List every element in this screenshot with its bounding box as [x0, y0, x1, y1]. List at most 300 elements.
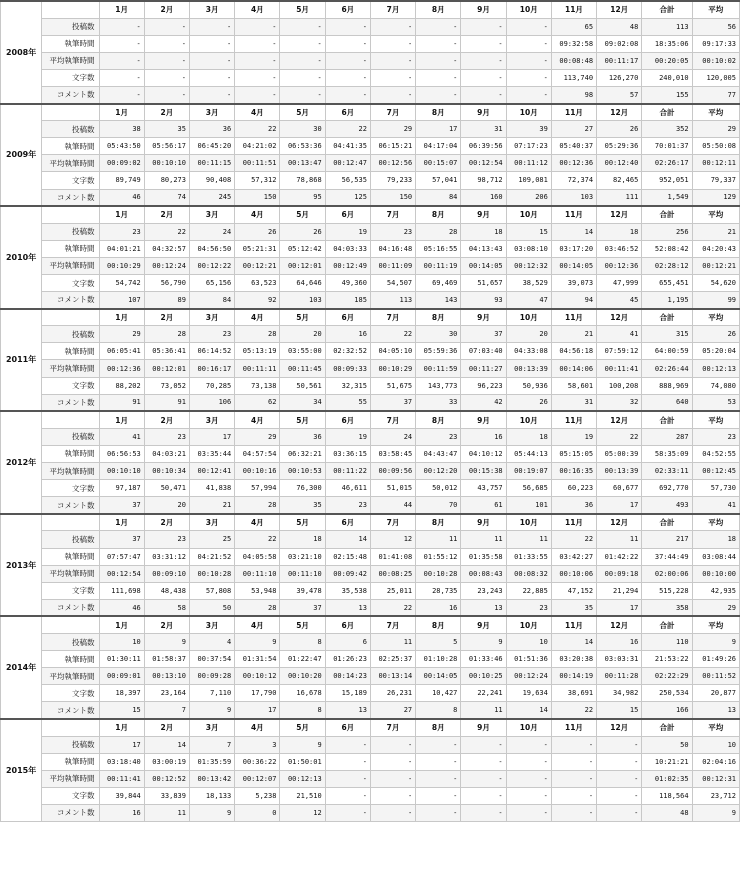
month-cell: 03:58:45: [370, 445, 415, 462]
month-cell: 04:05:58: [235, 548, 280, 565]
total-cell: 21:53:22: [642, 651, 692, 668]
month-cell: -: [235, 35, 280, 52]
average-cell: 00:12:11: [692, 155, 739, 172]
month-cell: 00:08:43: [461, 565, 506, 582]
month-cell: 38,529: [506, 275, 551, 292]
month-cell: 55: [325, 394, 370, 411]
month-header: 1月: [99, 616, 144, 633]
total-cell: 1,549: [642, 189, 692, 206]
month-cell: 00:15:38: [461, 463, 506, 480]
month-cell: -: [506, 753, 551, 770]
month-cell: -: [506, 35, 551, 52]
month-cell: 25,011: [370, 582, 415, 599]
year-label: 2013年: [1, 514, 42, 617]
month-header: 9月: [461, 1, 506, 18]
total-header: 合計: [642, 1, 692, 18]
month-cell: 63,523: [235, 275, 280, 292]
month-header: 7月: [370, 719, 415, 736]
month-cell: -: [461, 35, 506, 52]
metric-label: コメント数: [42, 86, 99, 103]
month-cell: -: [461, 18, 506, 35]
month-cell: 82,465: [597, 172, 642, 189]
month-cell: 28: [416, 223, 461, 240]
month-cell: 18: [506, 428, 551, 445]
month-cell: 00:12:01: [144, 360, 189, 377]
table-row: [1, 463, 740, 480]
month-cell: 01:26:23: [325, 651, 370, 668]
month-cell: 03:35:44: [189, 445, 234, 462]
month-header: 3月: [189, 206, 234, 223]
metric-label: 執筆時間: [42, 138, 99, 155]
month-header: 5月: [280, 1, 325, 18]
month-cell: -: [99, 52, 144, 69]
month-cell: -: [597, 736, 642, 753]
month-cell: 00:11:15: [189, 155, 234, 172]
month-cell: 31: [551, 394, 596, 411]
table-row: [1, 240, 740, 257]
month-cell: 00:16:17: [189, 360, 234, 377]
month-cell: 05:56:17: [144, 138, 189, 155]
month-cell: -: [280, 52, 325, 69]
month-cell: 185: [325, 292, 370, 309]
month-cell: 03:31:12: [144, 548, 189, 565]
month-cell: 51,675: [370, 377, 415, 394]
month-cell: 109,081: [506, 172, 551, 189]
year-header-row: [1, 514, 740, 531]
month-header: 10月: [506, 104, 551, 121]
month-header: 10月: [506, 616, 551, 633]
month-cell: 05:21:31: [235, 240, 280, 257]
metric-label: 平均執筆時間: [42, 565, 99, 582]
month-cell: 00:11:51: [235, 155, 280, 172]
month-cell: -: [370, 736, 415, 753]
month-cell: 02:32:52: [325, 343, 370, 360]
month-cell: 17: [189, 428, 234, 445]
month-header: 12月: [597, 719, 642, 736]
month-cell: 73,052: [144, 377, 189, 394]
average-cell: 00:11:52: [692, 668, 739, 685]
month-cell: 00:16:35: [551, 463, 596, 480]
month-cell: 26,231: [370, 685, 415, 702]
metric-label: コメント数: [42, 497, 99, 514]
metric-label: 文字数: [42, 685, 99, 702]
metric-label: 投稿数: [42, 531, 99, 548]
month-cell: 10: [506, 633, 551, 650]
month-cell: 00:11:22: [325, 463, 370, 480]
month-cell: -: [551, 787, 596, 804]
month-cell: 00:10:12: [235, 668, 280, 685]
total-cell: 952,051: [642, 172, 692, 189]
month-header: 1月: [99, 104, 144, 121]
month-cell: 06:53:36: [280, 138, 325, 155]
table-row: [1, 35, 740, 52]
month-cell: 47,152: [551, 582, 596, 599]
month-cell: 00:10:53: [280, 463, 325, 480]
month-header: 9月: [461, 616, 506, 633]
month-cell: 04:43:47: [416, 445, 461, 462]
average-header: 平均: [692, 719, 739, 736]
month-cell: 37: [280, 599, 325, 616]
month-cell: 00:14:05: [461, 257, 506, 274]
month-header: 3月: [189, 514, 234, 531]
month-cell: -: [506, 804, 551, 821]
month-cell: 05:36:41: [144, 343, 189, 360]
month-cell: 00:10:28: [189, 565, 234, 582]
month-cell: -: [370, 35, 415, 52]
month-cell: 35: [144, 121, 189, 138]
month-cell: 00:13:10: [144, 668, 189, 685]
month-header: 11月: [551, 104, 596, 121]
average-cell: 01:49:26: [692, 651, 739, 668]
month-cell: 11: [597, 531, 642, 548]
month-cell: 28: [235, 497, 280, 514]
month-cell: 73,138: [235, 377, 280, 394]
month-cell: 19: [551, 428, 596, 445]
month-cell: 05:43:50: [99, 138, 144, 155]
month-cell: 10,427: [416, 685, 461, 702]
month-cell: 58: [144, 599, 189, 616]
month-cell: 04:32:57: [144, 240, 189, 257]
month-cell: 9: [189, 702, 234, 719]
month-cell: -: [461, 770, 506, 787]
month-cell: 00:10:10: [144, 155, 189, 172]
month-header: 1月: [99, 206, 144, 223]
average-cell: 77: [692, 86, 739, 103]
average-cell: 57,730: [692, 480, 739, 497]
total-cell: 37:44:49: [642, 548, 692, 565]
month-cell: 143: [416, 292, 461, 309]
month-cell: 21,294: [597, 582, 642, 599]
total-cell: 50: [642, 736, 692, 753]
month-cell: 17: [597, 599, 642, 616]
month-cell: -: [99, 18, 144, 35]
month-header: 8月: [416, 514, 461, 531]
month-cell: 26: [597, 121, 642, 138]
month-cell: 23: [416, 428, 461, 445]
month-cell: -: [370, 69, 415, 86]
month-header: 10月: [506, 514, 551, 531]
month-cell: 43,757: [461, 480, 506, 497]
month-cell: 00:11:28: [597, 668, 642, 685]
average-cell: 00:12:13: [692, 360, 739, 377]
month-cell: 21,510: [280, 787, 325, 804]
month-header: 6月: [325, 616, 370, 633]
metric-label: コメント数: [42, 394, 99, 411]
month-cell: 22: [370, 326, 415, 343]
average-cell: 26: [692, 326, 739, 343]
month-cell: 00:12:49: [325, 257, 370, 274]
month-cell: 14: [551, 633, 596, 650]
metric-label: 平均執筆時間: [42, 257, 99, 274]
month-cell: 00:12:21: [235, 257, 280, 274]
month-cell: 15,189: [325, 685, 370, 702]
month-header: 2月: [144, 411, 189, 428]
month-cell: 00:14:23: [325, 668, 370, 685]
month-cell: 62: [235, 394, 280, 411]
month-cell: 54,507: [370, 275, 415, 292]
month-header: 5月: [280, 104, 325, 121]
average-cell: 00:12:45: [692, 463, 739, 480]
month-cell: 17: [99, 736, 144, 753]
month-cell: 113: [370, 292, 415, 309]
total-cell: 352: [642, 121, 692, 138]
month-cell: 00:11:59: [416, 360, 461, 377]
month-cell: 11: [416, 531, 461, 548]
month-cell: 3: [235, 736, 280, 753]
month-cell: 22: [325, 121, 370, 138]
average-cell: 20,877: [692, 685, 739, 702]
table-row: [1, 52, 740, 69]
month-header: 3月: [189, 616, 234, 633]
month-header: 1月: [99, 411, 144, 428]
month-cell: 9: [144, 633, 189, 650]
average-cell: 05:20:04: [692, 343, 739, 360]
month-cell: 45: [597, 292, 642, 309]
month-cell: 00:12:36: [551, 155, 596, 172]
year-label: 2011年: [1, 309, 42, 412]
month-cell: 00:12:52: [144, 770, 189, 787]
month-cell: 24: [370, 428, 415, 445]
month-cell: 22: [597, 428, 642, 445]
table-row: [1, 736, 740, 753]
month-cell: 27: [370, 702, 415, 719]
month-cell: 02:25:37: [370, 651, 415, 668]
month-cell: 245: [189, 189, 234, 206]
year-header-row: [1, 104, 740, 121]
month-header: 8月: [416, 1, 461, 18]
year-label: 2010年: [1, 206, 42, 309]
average-cell: 9: [692, 633, 739, 650]
month-cell: 80,273: [144, 172, 189, 189]
month-header: 8月: [416, 309, 461, 326]
month-cell: 57: [597, 86, 642, 103]
month-cell: 9: [280, 736, 325, 753]
month-cell: 28: [235, 599, 280, 616]
month-cell: 65: [551, 18, 596, 35]
total-cell: 493: [642, 497, 692, 514]
month-cell: 04:16:48: [370, 240, 415, 257]
month-cell: 14: [325, 531, 370, 548]
month-cell: 00:12:01: [280, 257, 325, 274]
table-body: [1, 1, 740, 822]
month-cell: 00:12:41: [189, 463, 234, 480]
month-cell: 00:37:54: [189, 651, 234, 668]
total-cell: 02:26:17: [642, 155, 692, 172]
month-cell: 100,208: [597, 377, 642, 394]
total-cell: 64:00:59: [642, 343, 692, 360]
month-cell: 11: [144, 804, 189, 821]
month-cell: 20: [144, 497, 189, 514]
table-row: [1, 377, 740, 394]
month-cell: 06:39:56: [461, 138, 506, 155]
month-cell: 16,678: [280, 685, 325, 702]
metric-label: 平均執筆時間: [42, 155, 99, 172]
table-row: [1, 668, 740, 685]
table-row: [1, 787, 740, 804]
average-header: 平均: [692, 1, 739, 18]
month-cell: -: [325, 787, 370, 804]
month-cell: -: [144, 69, 189, 86]
table-row: [1, 394, 740, 411]
metric-label: コメント数: [42, 702, 99, 719]
month-cell: -: [551, 736, 596, 753]
month-header: 3月: [189, 719, 234, 736]
month-cell: 38,691: [551, 685, 596, 702]
month-cell: -: [416, 69, 461, 86]
month-cell: 16: [325, 326, 370, 343]
month-cell: 05:59:36: [416, 343, 461, 360]
table-row: [1, 69, 740, 86]
month-header: 3月: [189, 411, 234, 428]
month-header: 11月: [551, 411, 596, 428]
average-cell: 29: [692, 599, 739, 616]
month-cell: 00:08:25: [370, 565, 415, 582]
month-cell: 46,611: [325, 480, 370, 497]
month-cell: 35: [280, 497, 325, 514]
month-cell: 00:13:39: [506, 360, 551, 377]
month-cell: 22,885: [506, 582, 551, 599]
month-cell: 03:36:15: [325, 445, 370, 462]
month-cell: 11: [370, 633, 415, 650]
month-cell: 78,868: [280, 172, 325, 189]
month-cell: 01:51:36: [506, 651, 551, 668]
month-header: 7月: [370, 411, 415, 428]
month-cell: 29: [99, 326, 144, 343]
month-header: 2月: [144, 719, 189, 736]
month-cell: 00:11:12: [506, 155, 551, 172]
metric-label: 文字数: [42, 275, 99, 292]
month-cell: -: [144, 52, 189, 69]
total-cell: 315: [642, 326, 692, 343]
month-cell: 04:13:43: [461, 240, 506, 257]
average-cell: 04:52:55: [692, 445, 739, 462]
month-header: 7月: [370, 206, 415, 223]
month-header: 6月: [325, 1, 370, 18]
month-cell: -: [551, 753, 596, 770]
metric-label: 執筆時間: [42, 35, 99, 52]
month-cell: 00:09:02: [99, 155, 144, 172]
month-cell: 00:11:45: [280, 360, 325, 377]
month-cell: 94: [551, 292, 596, 309]
month-cell: 18: [597, 223, 642, 240]
month-cell: 07:17:23: [506, 138, 551, 155]
month-header: 6月: [325, 411, 370, 428]
month-cell: 36: [280, 428, 325, 445]
month-cell: 00:12:24: [144, 257, 189, 274]
month-cell: -: [189, 69, 234, 86]
average-cell: 79,337: [692, 172, 739, 189]
month-cell: 92: [235, 292, 280, 309]
metric-label: 投稿数: [42, 18, 99, 35]
month-cell: 07:03:40: [461, 343, 506, 360]
month-cell: -: [325, 86, 370, 103]
month-cell: 12: [280, 804, 325, 821]
month-cell: 111: [597, 189, 642, 206]
month-cell: -: [416, 753, 461, 770]
month-cell: 10: [99, 633, 144, 650]
month-cell: -: [416, 52, 461, 69]
table-row: [1, 257, 740, 274]
table-row: [1, 770, 740, 787]
year-header-row: [1, 411, 740, 428]
month-cell: -: [325, 52, 370, 69]
month-cell: 47: [506, 292, 551, 309]
month-cell: 00:08:48: [551, 52, 596, 69]
month-cell: -: [416, 35, 461, 52]
month-cell: -: [416, 86, 461, 103]
month-cell: 39,478: [280, 582, 325, 599]
month-cell: 23: [99, 223, 144, 240]
month-cell: 38: [99, 121, 144, 138]
month-cell: 00:11:10: [280, 565, 325, 582]
month-cell: 95: [280, 189, 325, 206]
month-cell: 6: [325, 633, 370, 650]
month-cell: 00:11:11: [235, 360, 280, 377]
month-cell: 22,241: [461, 685, 506, 702]
month-cell: 18: [280, 531, 325, 548]
month-cell: 54,742: [99, 275, 144, 292]
table-row: [1, 633, 740, 650]
month-header: 11月: [551, 309, 596, 326]
month-cell: 51,015: [370, 480, 415, 497]
month-header: 5月: [280, 309, 325, 326]
average-header: 平均: [692, 206, 739, 223]
month-cell: 19: [325, 223, 370, 240]
month-cell: 15: [597, 702, 642, 719]
month-cell: 34: [280, 394, 325, 411]
metric-label: 投稿数: [42, 428, 99, 445]
month-header: 8月: [416, 104, 461, 121]
metric-label: コメント数: [42, 189, 99, 206]
month-header: 6月: [325, 104, 370, 121]
month-cell: 05:13:19: [235, 343, 280, 360]
month-cell: -: [189, 52, 234, 69]
month-cell: 00:13:14: [370, 668, 415, 685]
month-cell: 21: [551, 326, 596, 343]
metric-label: 平均執筆時間: [42, 360, 99, 377]
month-cell: 28,735: [416, 582, 461, 599]
month-cell: 126,270: [597, 69, 642, 86]
total-cell: 640: [642, 394, 692, 411]
month-cell: 111,698: [99, 582, 144, 599]
month-header: 6月: [325, 719, 370, 736]
month-cell: -: [597, 787, 642, 804]
total-cell: 52:08:42: [642, 240, 692, 257]
year-label: 2015年: [1, 719, 42, 822]
month-cell: 35: [551, 599, 596, 616]
month-cell: 93: [461, 292, 506, 309]
month-header: 11月: [551, 616, 596, 633]
total-cell: 655,451: [642, 275, 692, 292]
month-cell: -: [235, 18, 280, 35]
total-cell: 02:28:12: [642, 257, 692, 274]
month-cell: 01:10:28: [416, 651, 461, 668]
month-header: 7月: [370, 514, 415, 531]
month-cell: 8: [280, 633, 325, 650]
year-header-row: [1, 1, 740, 18]
month-cell: 03:08:10: [506, 240, 551, 257]
month-header: 2月: [144, 514, 189, 531]
month-cell: 48,438: [144, 582, 189, 599]
month-cell: 50,012: [416, 480, 461, 497]
month-header: 10月: [506, 719, 551, 736]
average-cell: 42,935: [692, 582, 739, 599]
month-cell: 79,233: [370, 172, 415, 189]
month-cell: 113,740: [551, 69, 596, 86]
average-header: 平均: [692, 616, 739, 633]
total-cell: 256: [642, 223, 692, 240]
month-cell: -: [416, 804, 461, 821]
